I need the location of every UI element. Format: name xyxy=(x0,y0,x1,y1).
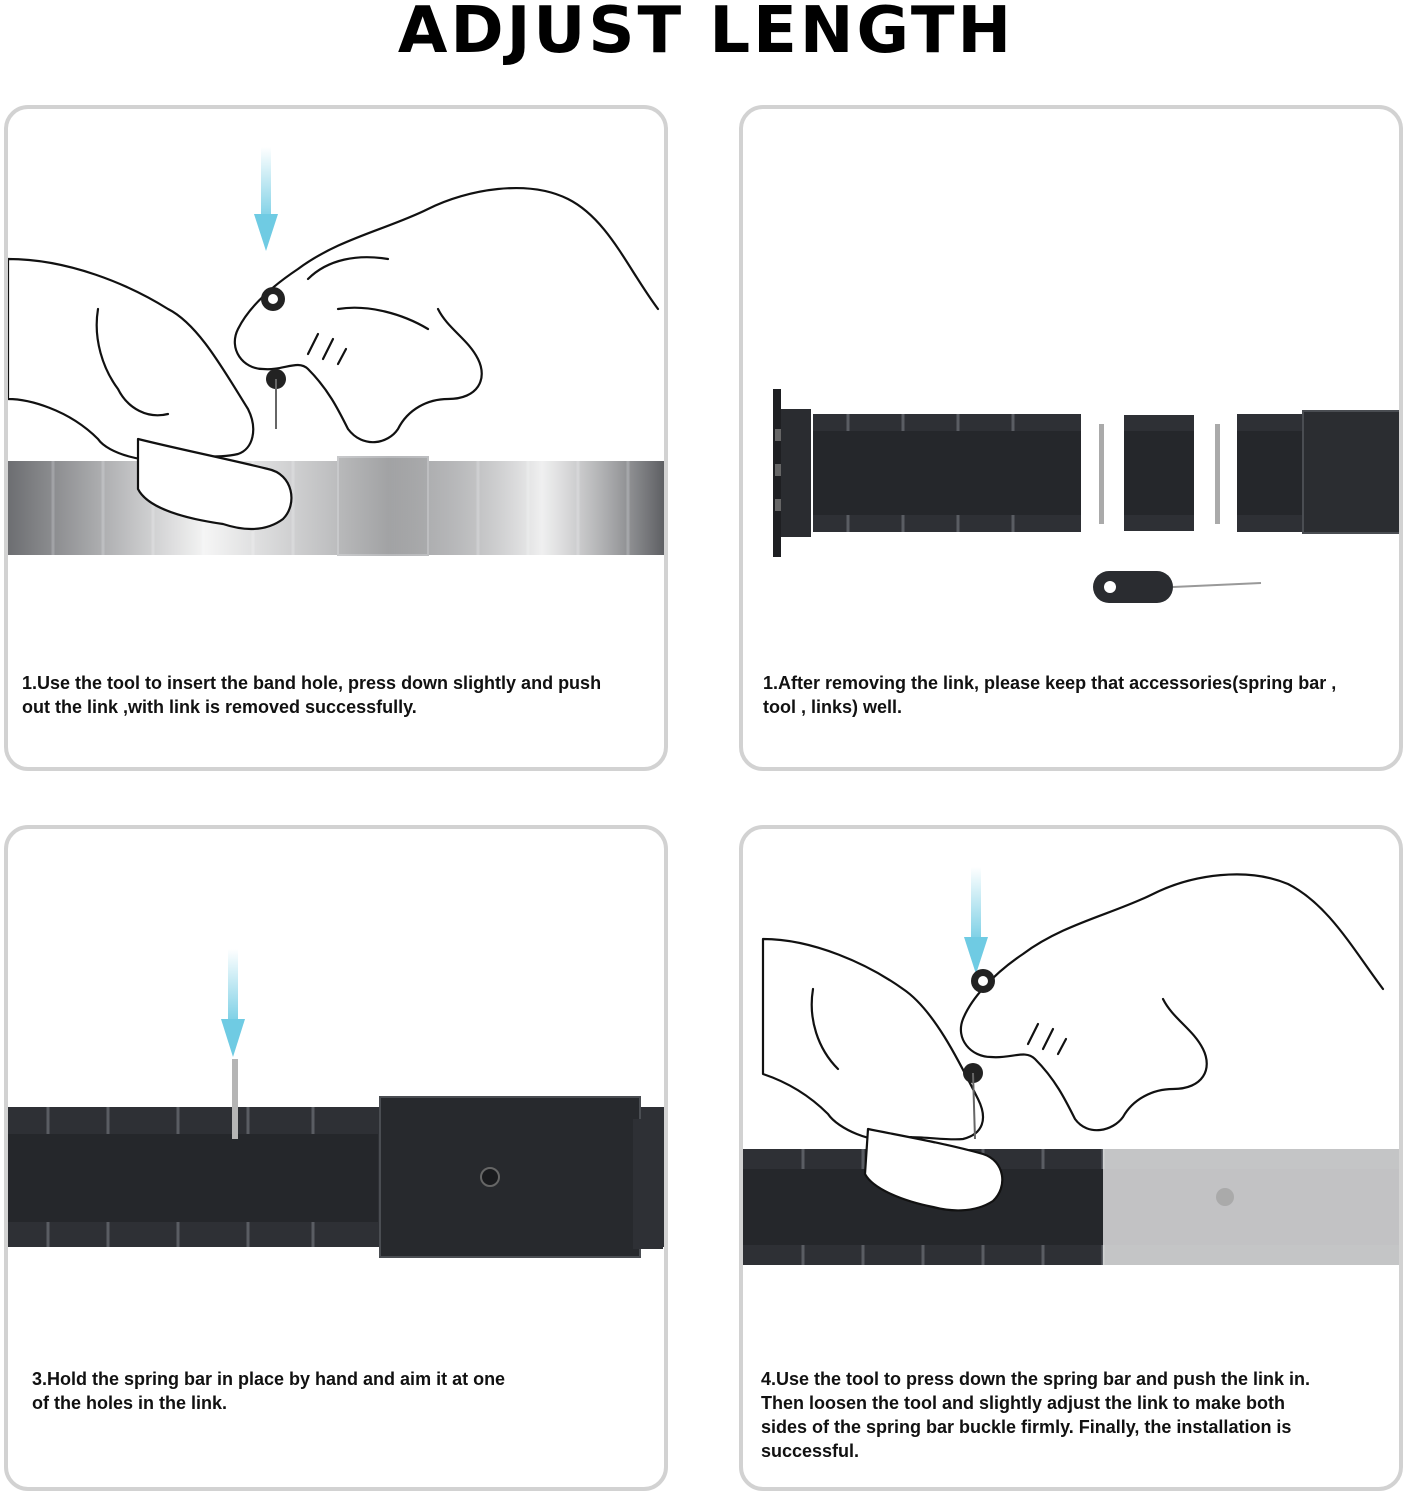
page-title: ADJUST LENGTH xyxy=(397,0,1015,68)
step-panel-1 xyxy=(4,105,668,771)
step-1-illustration xyxy=(8,109,664,669)
step-2-caption: 1.After removing the link, please keep that accessories(spring bar , tool , links) well. xyxy=(763,673,1337,717)
down-arrow-icon xyxy=(221,949,245,1057)
step-3-illustration xyxy=(8,829,664,1389)
watch-band xyxy=(8,1059,664,1257)
step-4-illustration xyxy=(743,829,1399,1389)
step-2-illustration xyxy=(743,109,1399,669)
down-arrow-icon xyxy=(254,147,278,251)
watch-band-section xyxy=(773,389,1399,557)
down-arrow-icon xyxy=(964,867,988,974)
step-4-caption: 4.Use the tool to press down the spring bar and push the link in. Then loosen the tool and slightly adjust the link to make both sides of the spring bar buckle firmly. Finally, the installation is successful. xyxy=(761,1369,1311,1461)
step-panel-4 xyxy=(739,825,1403,1491)
watch-band xyxy=(743,1129,1399,1279)
step-panel-2 xyxy=(739,105,1403,771)
removal-tool-icon xyxy=(1093,571,1261,603)
step-1-caption: 1.Use the tool to insert the band hole, press down slightly and push out the link ,with link is removed successfully. xyxy=(22,673,602,717)
watch-band xyxy=(8,449,664,569)
step-3-caption: 3.Hold the spring bar in place by hand and aim it at one of the holes in the link. xyxy=(32,1369,506,1413)
step-panel-3 xyxy=(4,825,668,1491)
